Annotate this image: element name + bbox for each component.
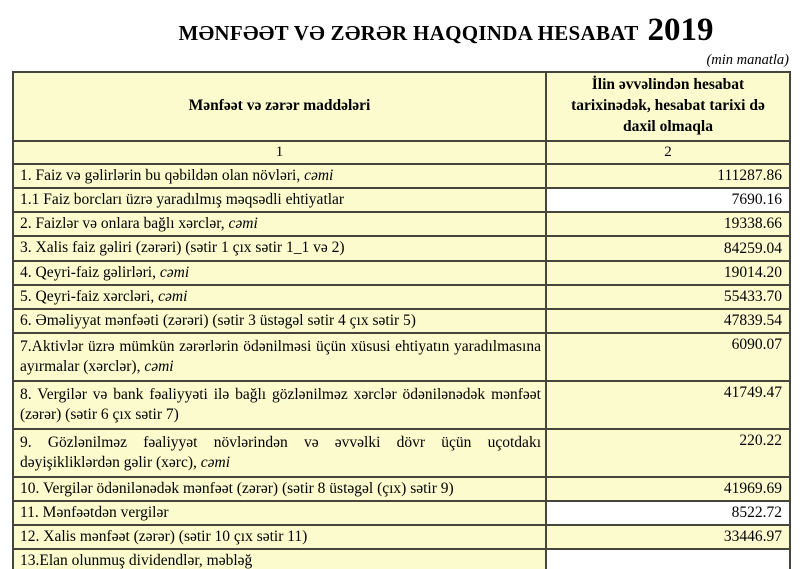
row-label: 1.1 Faiz borcları üzrə yaradılmış məqsədli ehtiyatlar (13, 188, 546, 212)
table-row-13 (13, 549, 790, 569)
column-number-2: 2 (546, 141, 790, 164)
row-label: 13.Elan olunmuş dividendlər, məbləğ (13, 549, 546, 569)
row-label: 8. Vergilər və bank fəaliyyəti ilə bağlı gözlənilməz xərclər ödənilənədək mənfəət (zərər) (sətir 6 çıx sətir 7) (13, 381, 546, 429)
table-row-1 (13, 164, 790, 188)
column-header-period-line1: İlin əvvəlindən hesabat (591, 76, 745, 94)
table-row-4 (13, 261, 790, 285)
profit-loss-table (12, 71, 791, 569)
row-label: 9. Gözlənilməz fəaliyyət növlərindən və əvvəlki dövr üçün uçotdakı dəyişikliklərdən gəlir (xərc), cəmi (13, 429, 546, 477)
row-label: 6. Əməliyyat mənfəəti (zərəri) (sətir 3 üstəgəl sətir 4 çıx sətir 5) (13, 309, 546, 333)
row-value: 8522.72 (546, 501, 790, 525)
row-value: 19014.20 (546, 261, 790, 285)
table-row-3 (13, 236, 790, 260)
row-value: 55433.70 (546, 285, 790, 309)
column-number-row (13, 141, 790, 164)
row-label: 1. Faiz və gəlirlərin bu qəbildən olan növləri, cəmi (13, 164, 546, 188)
row-value: 33446.97 (546, 525, 790, 549)
table-row-12 (13, 525, 790, 549)
row-value: 220.22 (546, 429, 790, 477)
row-label: 5. Qeyri-faiz xərcləri, cəmi (13, 285, 546, 309)
column-header-period-line3: daxil olmaqla (622, 118, 713, 136)
table-row-5 (13, 285, 790, 309)
report-year: 2019 (647, 12, 714, 48)
table-row-8 (13, 381, 790, 429)
table-row-2 (13, 212, 790, 236)
column-header-items: Mənfəət və zərər maddələri (13, 72, 546, 141)
row-label: 12. Xalis mənfəət (zərər) (sətir 10 çıx sətir 11) (13, 525, 546, 549)
table-row-10 (13, 477, 790, 501)
unit-note: (min manatla) (706, 52, 789, 69)
row-value: 41749.47 (546, 381, 790, 429)
table-row-7 (13, 333, 790, 381)
row-value: 47839.54 (546, 309, 790, 333)
row-value: 6090.07 (546, 333, 790, 381)
row-value: 111287.86 (546, 164, 790, 188)
table-row-11 (13, 501, 790, 525)
column-number-1: 1 (13, 141, 546, 164)
table-row-6 (13, 309, 790, 333)
row-label: 7.Aktivlər üzrə mümkün zərərlərin ödənilməsi üçün xüsusi ehtiyatın yaradılmasına ayırmalar (xərclər), cəmi (13, 333, 546, 381)
table-row-9 (13, 429, 790, 477)
row-label: 11. Mənfəətdən vergilər (13, 501, 546, 525)
row-value: 7690.16 (546, 188, 790, 212)
row-value: 84259.04 (546, 236, 790, 260)
report-title-text: MƏNFƏƏT VƏ ZƏRƏR HAQQINDA HESABAT (178, 21, 639, 45)
row-value: 41969.69 (546, 477, 790, 501)
column-header-period (546, 72, 790, 141)
row-value (546, 549, 790, 569)
row-label: 3. Xalis faiz gəliri (zərəri) (sətir 1 çıx sətir 1_1 və 2) (13, 236, 546, 260)
header-row (13, 72, 790, 141)
row-label: 2. Faizlər və onlara bağlı xərclər, cəmi (13, 212, 546, 236)
row-value: 19338.66 (546, 212, 790, 236)
page-title (0, 10, 800, 51)
row-label: 4. Qeyri-faiz gəlirləri, cəmi (13, 261, 546, 285)
table-row-1-1 (13, 188, 790, 212)
column-header-period-line2: tarixinədək, hesabat tarixi də (571, 97, 765, 115)
row-label: 10. Vergilər ödənilənədək mənfəət (zərər) (sətir 8 üstəgəl (çıx) sətir 9) (13, 477, 546, 501)
